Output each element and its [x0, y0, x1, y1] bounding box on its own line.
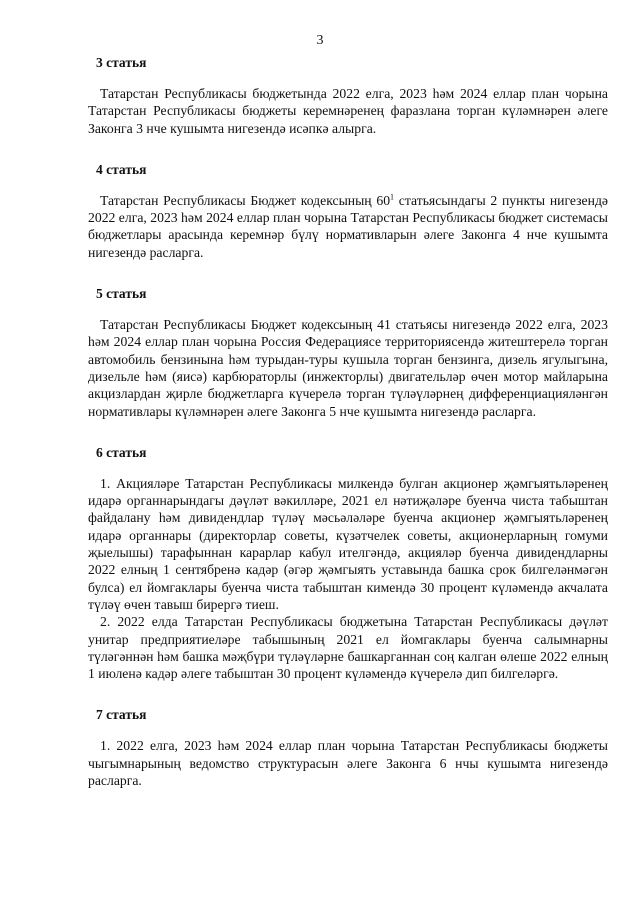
article-paragraph: Татарстан Республикасы бюджетында 2022 елга, 2023 һәм 2024 еллар план чорына Татарстан Республикасы бюджеты керемнәренең фаразлана торган күләмнәрен әлеге Законга 3 нче кушымта нигезендә исәпкә алырга.: [88, 86, 608, 136]
superscript: 1: [390, 192, 395, 202]
article-7: [88, 706, 608, 789]
article-heading: 7 статья: [96, 707, 147, 723]
article-heading: 4 статья: [96, 161, 147, 177]
article-paragraph: 1. Акцияләре Татарстан Республикасы милкендә булган акционер җәмгыятьләренең идарә органнарындагы дәүләт вәкилләре, 2021 ел нәтиҗәләре буенча чиста табыштан файдалану һәм дивидендлар түләү мәсьәләләре буенча акционер җәмгыятьләренең идарә органнары (директорлар советы, күзәтчелек советы, акционерларның гомуми җыелышы) тарафыннан карарлар кабул ителгәндә, акцияләр буенча дивидендларны 2022 елның 1 сентябренә кадәр (әгәр җәмгыять уставында башка срок билгеләнмәгән булса) ел йомгаклары буенча чиста табыштан кимендә 30 процент күләмендә акчалата түләү өчен тавыш бирергә тиеш.: [88, 475, 608, 612]
paragraph-text: статьясындагы 2 пункты нигезендә 2022 елга, 2023 һәм 2024 еллар план чорына Татарстан Республикасы бюджет системасы бюджетлары арасында керемнәр бүлү нормативларын әлеге Законга 4 нче кушымта нигезендә расларга.: [88, 192, 608, 260]
article-paragraph: 1. 2022 елга, 2023 һәм 2024 еллар план чорына Татарстан Республикасы бюджеты чыгымнарының ведомство структурасын әлеге Законга 6 нчы кушымта нигезендә расларга.: [88, 738, 608, 789]
article-paragraph: Татарстан Республикасы Бюджет кодексының 41 статьясы нигезендә 2022 елга, 2023 һәм 2024 еллар план чорына Россия Федерациясе территориясендә житештерелә торган автомобиль бензинына һәм турыдан-туры кушыла торган бензинга, дизель ягулыгына, дизельле һәм (яисә) карбюраторлы (инжекторлы) двигательләр өчен мотор майларына акцизлардан җирле бюджетларга күчерелә торган түләүләрнең дифференциацияләнгән нормативлары күләмнәрен әлеге Законга 5 нче кушымта нигезендә расларга.: [88, 317, 608, 419]
article-paragraph: 2. 2022 елда Татарстан Республикасы бюджетына Татарстан Республикасы дәүләт унитар предприятиеләре табышының 2021 ел йомгаклары буенча салымнарны түләгәннән һәм башка мәҗбүри түләүләрне башкарганнан соң калган өлеше 2022 елның 1 июленә кадәр әлеге табыштан 30 процент күләмендә күчерелә дип билгеләргә.: [88, 614, 608, 682]
article-5: [88, 285, 608, 420]
page-number: 3: [316, 33, 324, 48]
article-heading: 3 статья: [96, 55, 147, 70]
article-4: [88, 161, 608, 261]
article-heading: 6 статья: [96, 444, 147, 460]
article-6: [88, 444, 608, 683]
article-3: [88, 54, 608, 137]
article-paragraph: [88, 192, 608, 261]
paragraph-text: Татарстан Республикасы Бюджет кодексының 60: [100, 192, 391, 208]
article-heading: 5 статья: [96, 286, 147, 302]
document-body: [88, 54, 608, 789]
